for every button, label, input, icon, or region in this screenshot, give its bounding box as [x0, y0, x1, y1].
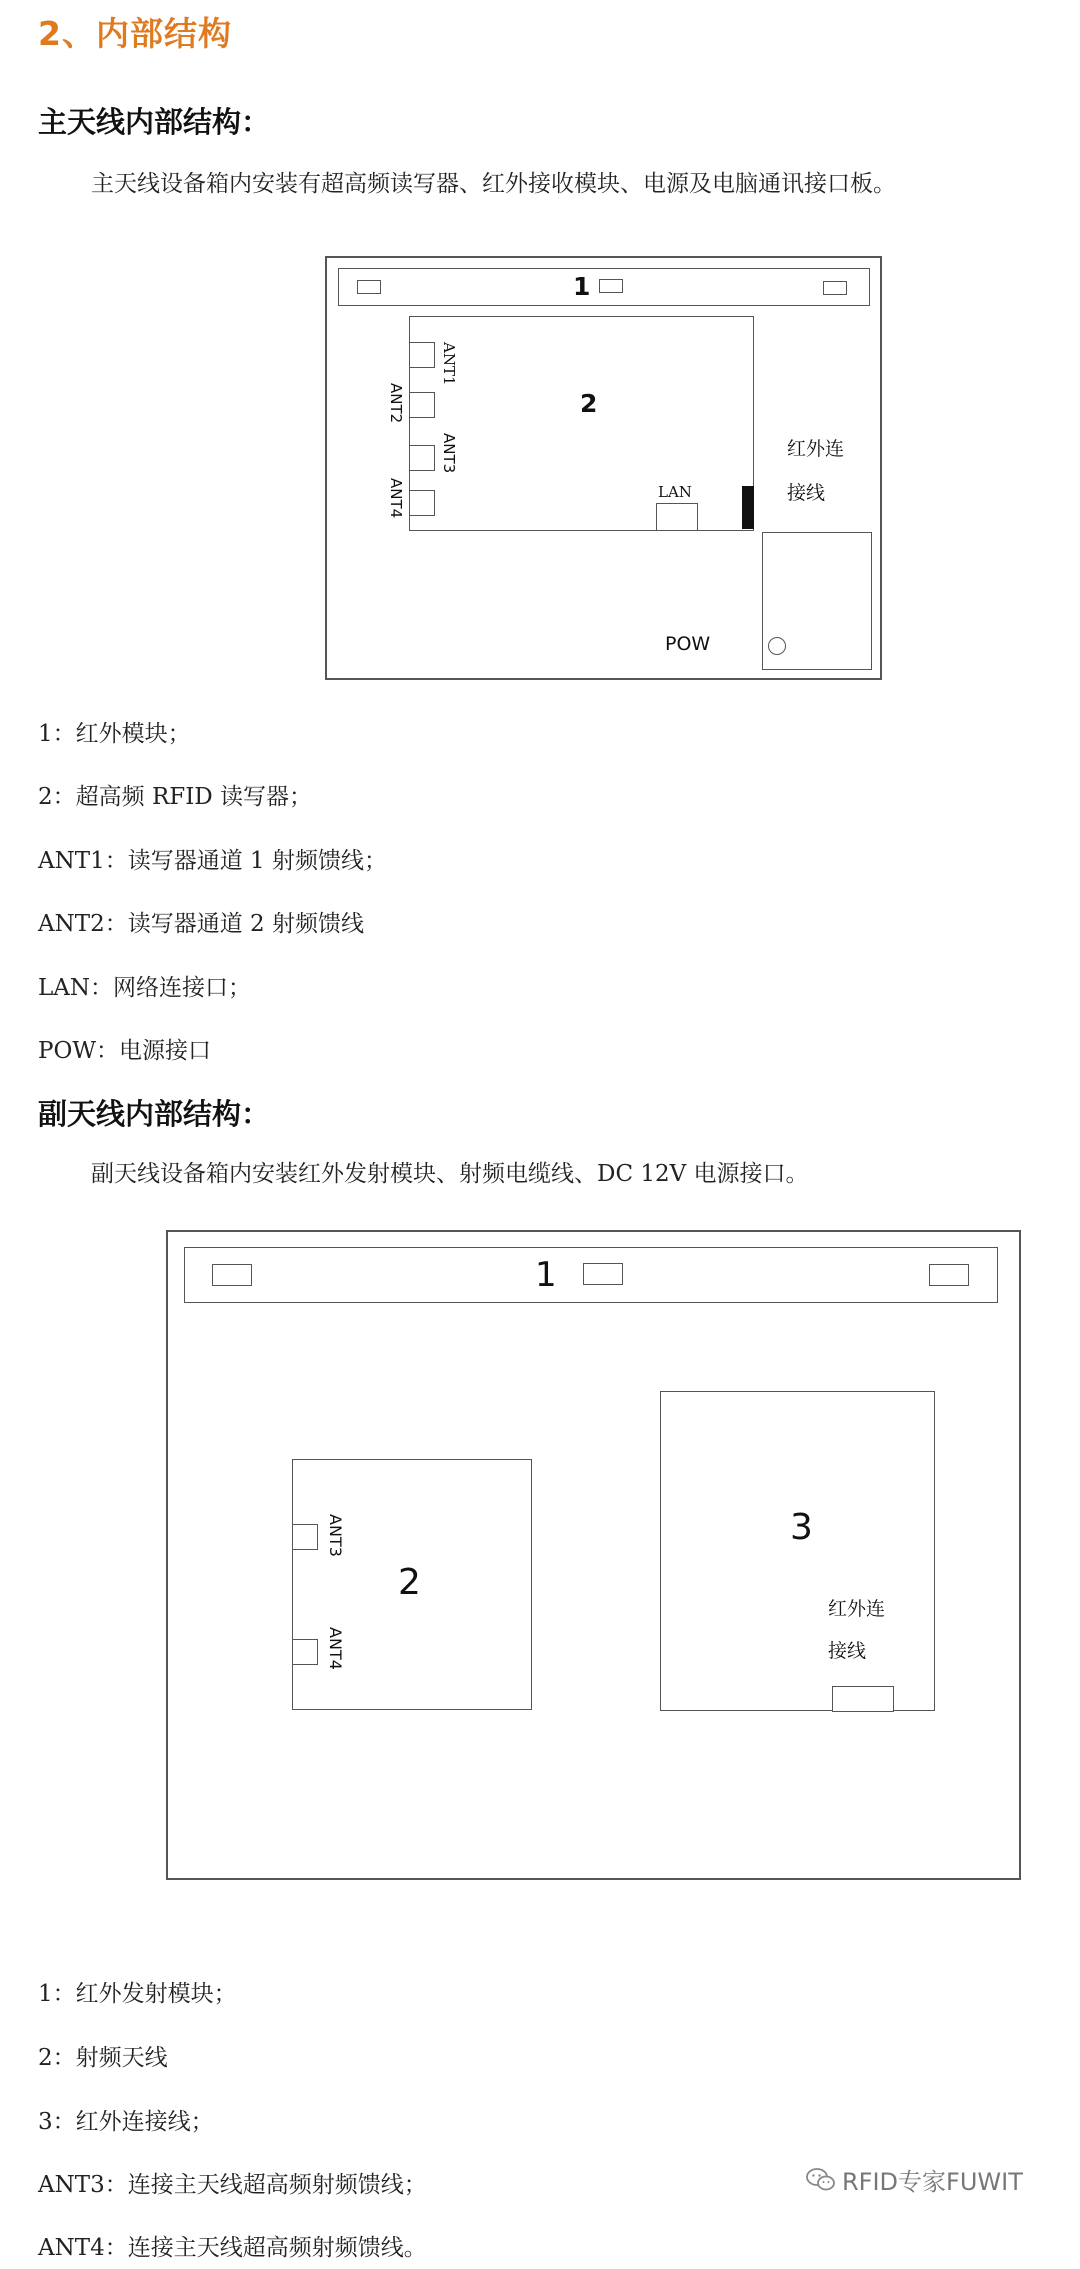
sub-legend-item: 2：射频天线 — [38, 2045, 168, 2071]
ir-module-number: 1 — [573, 272, 591, 301]
main-legend-item: ANT2：读写器通道 2 射频馈线 — [38, 911, 364, 937]
ant4-port — [409, 490, 435, 516]
pow-label: POW — [665, 633, 711, 655]
ir-cable-box — [660, 1391, 935, 1711]
sub-ant3-port — [292, 1524, 318, 1550]
sub-legend-item: 3：红外连接线； — [38, 2109, 214, 2135]
ir-cable-label-line1: 红外连 — [787, 438, 845, 460]
main-legend-item: 1：红外模块； — [38, 721, 191, 747]
sub-ant3-label: ANT3 — [326, 1514, 345, 1557]
sub-legend-item: ANT3：连接主天线超高频射频馈线； — [38, 2172, 427, 2198]
reader-number: 2 — [580, 389, 598, 418]
ir-transmitter-number: 1 — [535, 1255, 557, 1295]
sub-ir-cable-label-line1: 红外连 — [828, 1598, 886, 1620]
ir-emitter-right — [929, 1264, 969, 1286]
main-legend-item: LAN：网络连接口； — [38, 975, 252, 1001]
ir-connector — [742, 486, 754, 529]
sub-antenna-paragraph: 副天线设备箱内安装红外发射模块、射频电缆线、DC 12V 电源接口。 — [91, 1161, 809, 1187]
rfid-reader-box — [409, 316, 754, 531]
ir-sensor-right — [823, 281, 847, 295]
ir-sensor-center — [599, 279, 623, 293]
sub-legend-item: 1：红外发射模块； — [38, 1981, 237, 2007]
ant3-port — [409, 445, 435, 471]
sub-ir-cable-label-line2: 接线 — [828, 1640, 867, 1662]
ant2-label: ANT2 — [387, 383, 405, 424]
watermark-text: RFID专家FUWIT — [842, 2168, 1023, 2196]
sub-legend-item: ANT4：连接主天线超高频射频馈线。 — [38, 2235, 427, 2261]
ant4-label: ANT4 — [387, 478, 405, 519]
main-legend-item: POW：电源接口 — [38, 1038, 211, 1064]
ant2-port — [409, 392, 435, 418]
sub-ant4-port — [292, 1639, 318, 1665]
sub-ant4-label: ANT4 — [326, 1627, 345, 1670]
ant1-port — [409, 342, 435, 368]
ant1-label: ANT1 — [440, 342, 458, 386]
main-legend-item: ANT1：读写器通道 1 射频馈线； — [38, 848, 387, 874]
ant3-label: ANT3 — [440, 433, 458, 474]
wechat-icon — [806, 2167, 836, 2193]
ir-emitter-left — [212, 1264, 252, 1286]
watermark — [806, 2162, 1023, 2197]
sub-antenna-title: 副天线内部结构： — [38, 1097, 271, 1131]
main-antenna-title: 主天线内部结构： — [38, 105, 271, 139]
main-legend-item: 2：超高频 RFID 读写器； — [38, 784, 313, 810]
lan-label: LAN — [658, 483, 692, 501]
ir-sensor-left — [357, 280, 381, 294]
main-antenna-paragraph: 主天线设备箱内安装有超高频读写器、红外接收模块、电源及电脑通讯接口板。 — [91, 171, 896, 197]
ir-cable-number: 3 — [790, 1507, 813, 1548]
ir-cable-label-line2: 接线 — [787, 482, 826, 504]
power-socket-icon — [768, 637, 786, 655]
rf-antenna-number: 2 — [398, 1562, 421, 1603]
lan-port — [656, 503, 698, 531]
ir-emitter-center — [583, 1263, 623, 1285]
section-title: 2、内部结构 — [38, 14, 232, 53]
ir-cable-connector — [832, 1686, 894, 1712]
